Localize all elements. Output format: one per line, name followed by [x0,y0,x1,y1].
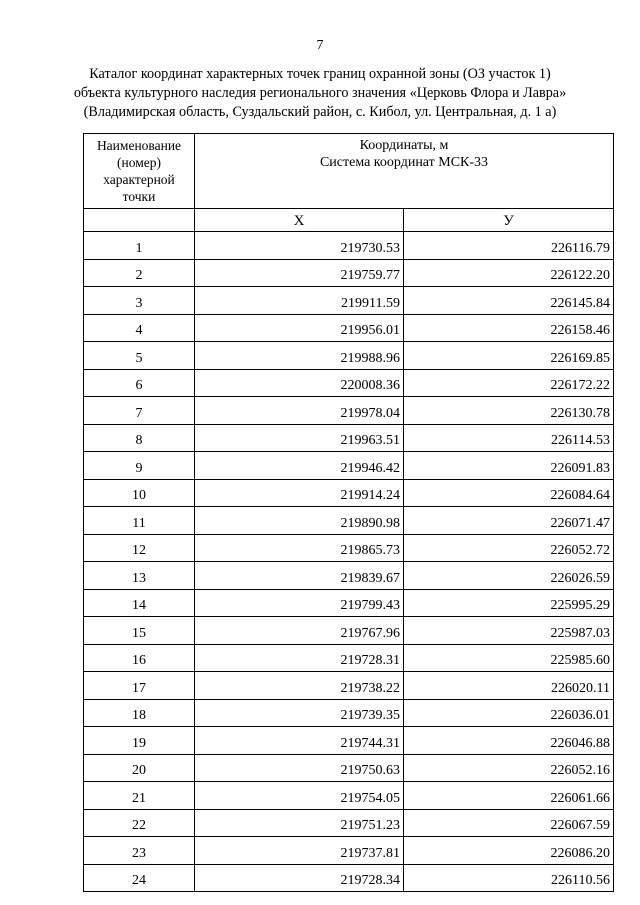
title-line-3: (Владимирская область, Суздальский район, с. Кибол, ул. Центральная, д. 1 а) [83,104,557,120]
y-coordinate-cell: 226114.53 [404,424,614,452]
x-coordinate-cell: 219744.31 [195,727,404,755]
x-coordinate-cell: 219738.22 [195,672,404,700]
y-coordinate-cell: 226067.59 [404,809,614,837]
header-point-line: Наименование [96,138,182,153]
title-line-1: Каталог координат характерных точек границ охранной зоны (ОЗ участок 1) [89,66,551,82]
point-number-cell: 15 [84,617,195,645]
y-coordinate-cell: 226052.16 [404,754,614,782]
point-number-cell: 24 [84,864,195,892]
y-coordinate-cell: 226169.85 [404,342,614,370]
document-title [70,65,570,122]
table-row [84,314,614,342]
y-coordinate-cell: 226071.47 [404,507,614,535]
point-number-cell: 10 [84,479,195,507]
x-coordinate-cell: 220008.36 [195,369,404,397]
table-row [84,424,614,452]
table-row [84,562,614,590]
point-number-cell: 17 [84,672,195,700]
point-number-cell: 12 [84,534,195,562]
x-coordinate-cell: 219759.77 [195,259,404,287]
y-coordinate-cell: 225995.29 [404,589,614,617]
point-number-cell: 19 [84,727,195,755]
x-coordinate-cell: 219988.96 [195,342,404,370]
point-number-cell: 2 [84,259,195,287]
point-number-cell: 3 [84,287,195,315]
table-row [84,369,614,397]
y-coordinate-cell: 226084.64 [404,479,614,507]
header-coordinate-system: Система координат МСК-33 [319,155,489,170]
header-coordinates-units: Координаты, м [359,138,449,153]
point-number-cell: 7 [84,397,195,425]
header-point-name [84,134,195,209]
table-row [84,452,614,480]
table-row [84,782,614,810]
header-point-line: точки [122,189,156,204]
point-number-cell: 5 [84,342,195,370]
table-row [84,672,614,700]
table-row [84,589,614,617]
x-coordinate-cell: 219730.53 [195,232,404,260]
point-number-cell: 18 [84,699,195,727]
x-coordinate-cell: 219956.01 [195,314,404,342]
y-coordinate-cell: 226086.20 [404,837,614,865]
table-row [84,259,614,287]
table-body [84,232,614,892]
table-row [84,507,614,535]
y-coordinate-cell: 226130.78 [404,397,614,425]
point-number-cell: 20 [84,754,195,782]
y-coordinate-cell: 225985.60 [404,644,614,672]
table-row [84,342,614,370]
y-coordinate-cell: 226036.01 [404,699,614,727]
header-x: Х [195,209,404,232]
x-coordinate-cell: 219963.51 [195,424,404,452]
y-coordinate-cell: 226026.59 [404,562,614,590]
x-coordinate-cell: 219767.96 [195,617,404,645]
x-coordinate-cell: 219728.34 [195,864,404,892]
y-coordinate-cell: 226061.66 [404,782,614,810]
x-coordinate-cell: 219914.24 [195,479,404,507]
y-coordinate-cell: 226158.46 [404,314,614,342]
y-coordinate-cell: 226116.79 [404,232,614,260]
x-coordinate-cell: 219946.42 [195,452,404,480]
table-row [84,479,614,507]
table-row [84,809,614,837]
point-number-cell: 6 [84,369,195,397]
table-row [84,864,614,892]
header-empty-cell [84,209,195,232]
x-coordinate-cell: 219890.98 [195,507,404,535]
table-row [84,617,614,645]
table-row [84,754,614,782]
table-row [84,232,614,260]
x-coordinate-cell: 219865.73 [195,534,404,562]
y-coordinate-cell: 226145.84 [404,287,614,315]
point-number-cell: 13 [84,562,195,590]
y-coordinate-cell: 226020.11 [404,672,614,700]
header-point-line: (номер) [117,155,161,170]
x-coordinate-cell: 219978.04 [195,397,404,425]
point-number-cell: 4 [84,314,195,342]
table-axis-row [84,209,614,232]
y-coordinate-cell: 226046.88 [404,727,614,755]
x-coordinate-cell: 219799.43 [195,589,404,617]
x-coordinate-cell: 219839.67 [195,562,404,590]
title-line-2: объекта культурного наследия регионального значения «Церковь Флора и Лавра» [73,85,567,101]
point-number-cell: 1 [84,232,195,260]
point-number-cell: 8 [84,424,195,452]
x-coordinate-cell: 219751.23 [195,809,404,837]
x-coordinate-cell: 219728.31 [195,644,404,672]
page-number: 7 [316,38,324,53]
x-coordinate-cell: 219911.59 [195,287,404,315]
table-row [84,699,614,727]
header-coordinates [195,134,614,209]
point-number-cell: 16 [84,644,195,672]
point-number-cell: 9 [84,452,195,480]
x-coordinate-cell: 219737.81 [195,837,404,865]
x-coordinate-cell: 219754.05 [195,782,404,810]
y-coordinate-cell: 226172.22 [404,369,614,397]
y-coordinate-cell: 226122.20 [404,259,614,287]
point-number-cell: 22 [84,809,195,837]
y-coordinate-cell: 226091.83 [404,452,614,480]
table-row [84,397,614,425]
x-coordinate-cell: 219739.35 [195,699,404,727]
header-point-line: характерной [103,172,175,187]
coordinates-table [83,133,614,892]
point-number-cell: 23 [84,837,195,865]
header-y: У [404,209,614,232]
point-number-cell: 14 [84,589,195,617]
table-header-row [84,134,614,209]
table-row [84,644,614,672]
y-coordinate-cell: 226052.72 [404,534,614,562]
point-number-cell: 21 [84,782,195,810]
table-row [84,727,614,755]
table-row [84,287,614,315]
y-coordinate-cell: 226110.56 [404,864,614,892]
point-number-cell: 11 [84,507,195,535]
x-coordinate-cell: 219750.63 [195,754,404,782]
table-row [84,837,614,865]
y-coordinate-cell: 225987.03 [404,617,614,645]
table-row [84,534,614,562]
